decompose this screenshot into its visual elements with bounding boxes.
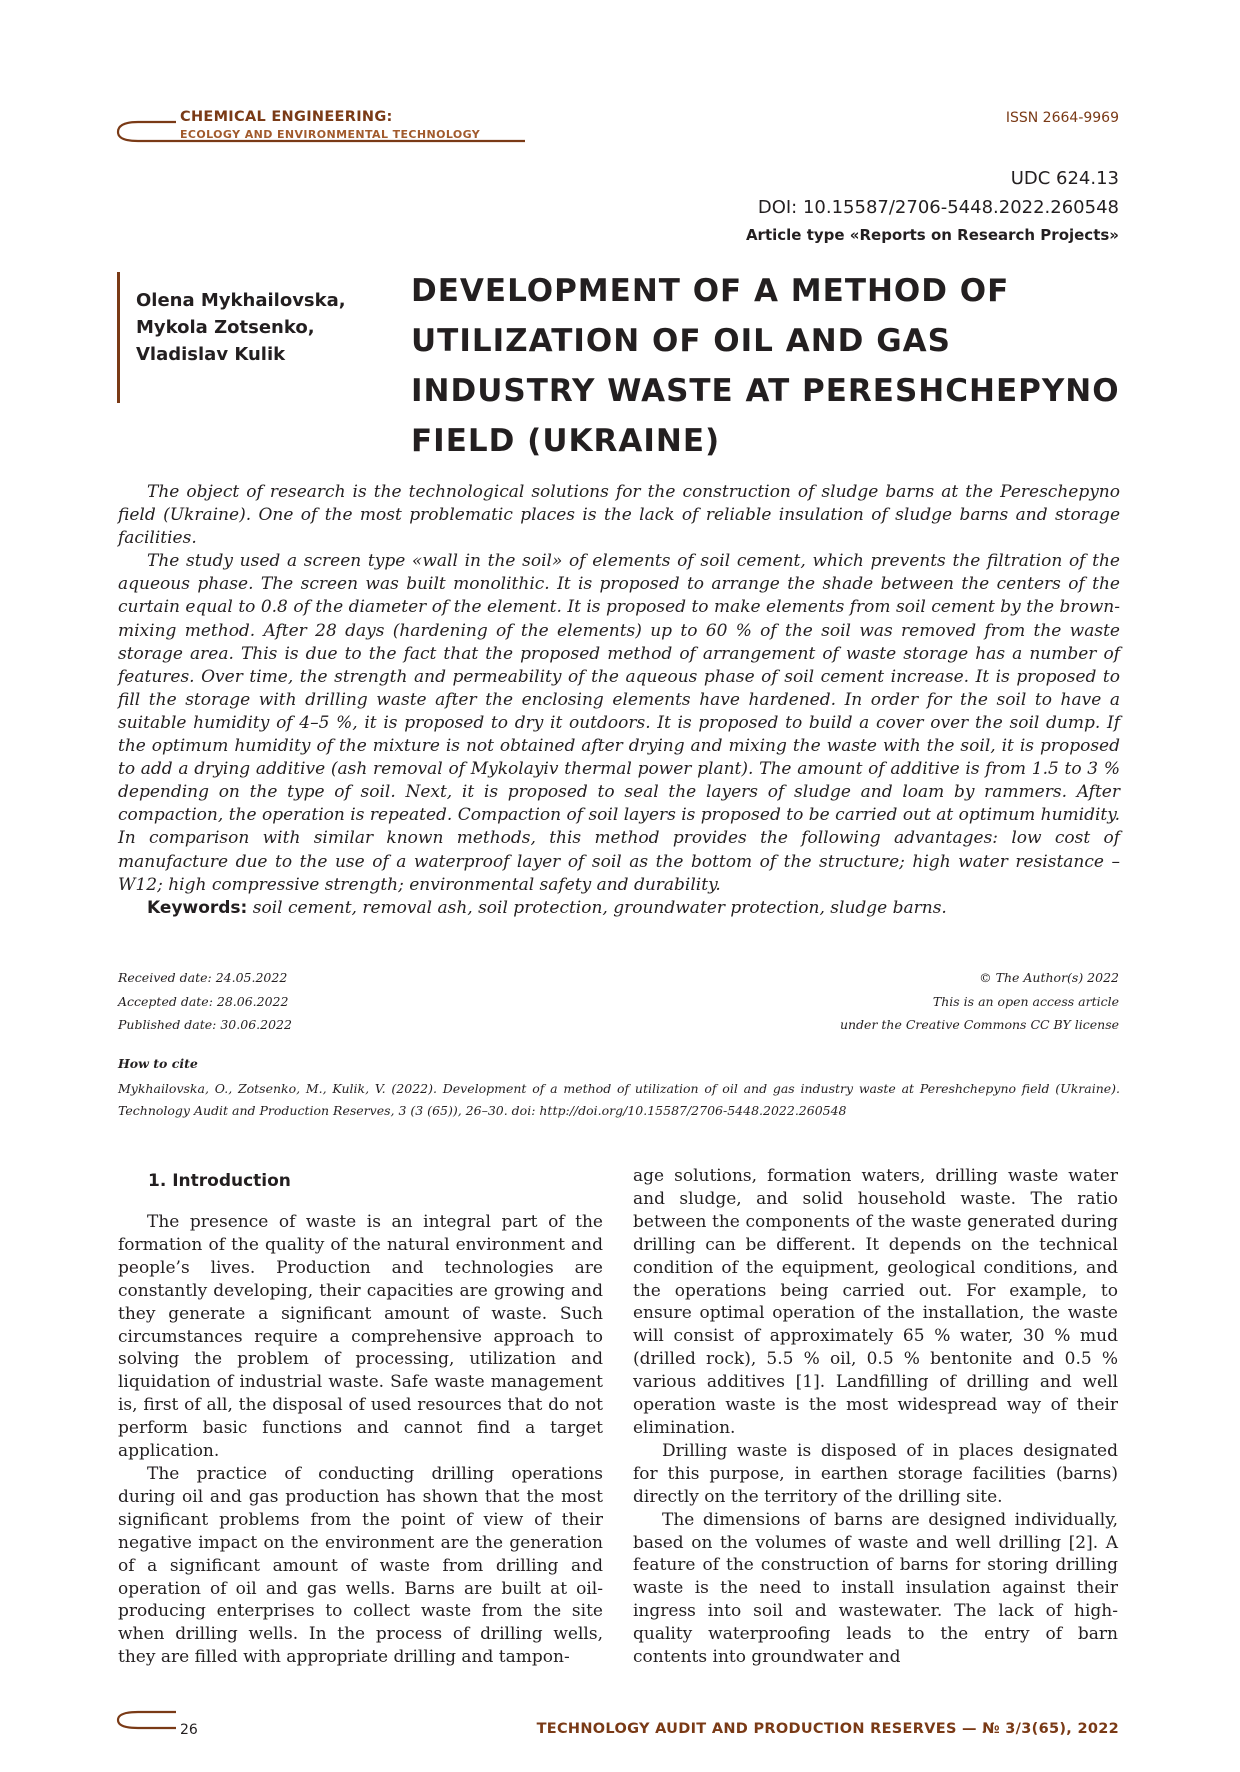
section-title: 1. Introduction — [148, 1171, 291, 1191]
journal-subtitle: ECOLOGY AND ENVIRONMENTAL TECHNOLOGY — [180, 128, 481, 141]
body-paragraph: The presence of waste is an integral part of the formation of the quality of the natural environment and people’s lives. Production and technologies are constantly developing, their capacities are growing and they generate a significant amount of waste. Such circumstances require a comprehensive approach to solving the problem of processing, utilization and liquidation of industrial waste. Safe waste management is, first of all, the disposal of used resources that do not perform basic functions and cannot find a target application. — [118, 1212, 603, 1462]
body-paragraph: The practice of conducting drilling operations during oil and gas production has shown that the most significant problems from the point of view of their negative impact on the environment are the generation of a significant amount of waste from drilling and operation of oil and gas wells. Barns are built at oil-producing enterprises to collect waste from the site when drilling wells. In the process of drilling wells, they are filled with appropriate drilling and tampon- — [118, 1463, 603, 1668]
left-column — [118, 1211, 603, 1669]
published-date: Published date: 30.06.2022 — [118, 1017, 292, 1032]
keywords-line — [118, 897, 1120, 920]
cc-license: under the Creative Commons CC BY license — [839, 1017, 1119, 1032]
title-line: DEVELOPMENT OF A METHOD OF — [411, 273, 1010, 309]
article-title — [411, 266, 1131, 466]
keywords-label: Keywords: — [147, 897, 248, 918]
udc: UDC 624.13 — [1010, 168, 1119, 189]
license-notice — [840, 966, 1119, 1037]
right-column — [633, 1165, 1118, 1669]
received-date: Received date: 24.05.2022 — [118, 970, 288, 985]
page-number: 26 — [180, 1722, 198, 1738]
author-name: Vladislav Kulik — [136, 344, 286, 365]
copyright: © The Author(s) 2022 — [979, 970, 1119, 985]
abstract — [118, 481, 1120, 920]
body-paragraph: Drilling waste is disposed of in places designated for this purpose, in earthen storage facilities (barns) directly on the territory of the drilling site. — [633, 1440, 1118, 1507]
how-to-cite-label: How to cite — [118, 1056, 198, 1071]
title-line: FIELD (UKRAINE) — [411, 423, 721, 459]
authors-block — [136, 287, 346, 368]
article-dates — [118, 966, 292, 1037]
issn: ISSN 2664-9969 — [1005, 110, 1119, 126]
article-type: Article type «Reports on Research Projects» — [745, 226, 1119, 244]
open-access: This is an open access article — [932, 993, 1119, 1009]
authors-accent-bar — [117, 272, 120, 403]
body-paragraph: age solutions, formation waters, drilling waste water and sludge, and solid household waste. The ratio between the components of the waste generated during drilling can be different. It depends on the technical condition of the equipment, geological conditions, and the operations being carried out. For example, to ensure optimal operation of the installation, the waste will consist of approximately 65 % water, 30 % mud (drilled rock), 5.5 % oil, 0.5 % bentonite and 0.5 % various additives [1]. Landfilling of drilling and well operation waste is the most widespread way of their elimination. — [633, 1166, 1118, 1438]
doi: DOI: 10.15587/2706-5448.2022.260548 — [757, 197, 1119, 218]
keywords: soil cement, removal ash, soil protection, groundwater protection, sludge barns. — [252, 897, 947, 918]
title-line: INDUSTRY WASTE AT PERESHCHEPYNO — [411, 373, 1120, 409]
title-line: UTILIZATION OF OIL AND GAS — [411, 323, 951, 359]
author-name: Mykola Zotsenko, — [136, 317, 315, 338]
body-paragraph: The dimensions of barns are designed individually, based on the volumes of waste and well drilling [2]. A feature of the construction of barns for storing drilling waste is the need to install insulation against their ingress into soil and wastewater. The lack of high-quality waterproofing leads to the entry of barn contents into groundwater and — [633, 1509, 1118, 1668]
how-to-cite-text: Mykhailovska, O., Zotsenko, M., Kulik, V. (2022). Development of a method of utilization of oil and gas industry waste at Pereshchepyno field (Ukraine). Technology Audit and Production Reserves, 3 (3 (65)), 26–30. doi: http://doi.org/10.15587/2706-5448.2022.260548 — [118, 1081, 1120, 1118]
abstract-paragraph: The study used a screen type «wall in the soil» of elements of soil cement, which prevents the filtration of the aqueous phase. The screen was built monolithic. It is proposed to arrange the shade between the centers of the curtain equal to 0.8 of the diameter of the element. It is proposed to make elements from soil cement by the brown-mixing method. After 28 days (hardening of the elements) up to 60 % of the soil was removed from the waste storage area. This is due to the fact that the proposed method of arrangement of waste storage has a number of features. Over time, the strength and permeability of the aqueous phase of soil cement increase. It is proposed to fill the storage with drilling waste after the enclosing elements have hardened. In order for the soil to have a suitable humidity of 4–5 %, it is proposed to dry it outdoors. It is proposed to build a cover over the soil dump. If the optimum humidity of the mixture is not obtained after drying and mixing the waste with the soil, it is proposed to add a drying additive (ash removal of Mykolayiv thermal power plant). The amount of additive is from 1.5 to 3 % depending on the type of soil. Next, it is proposed to seal the layers of sludge and loam by rammers. After compaction, the operation is repeated. Compaction of soil layers is proposed to be carried out at optimum humidity. In comparison with similar known methods, this method provides the following advantages: low cost of manufacture due to the use of a waterproof layer of soil as the bottom of the structure; high water resistance – W12; high compressive strength; environmental safety and durability. — [118, 551, 1120, 895]
accepted-date: Accepted date: 28.06.2022 — [118, 993, 289, 1009]
author-name: Olena Mykhailovska, — [136, 290, 346, 311]
journal-title: CHEMICAL ENGINEERING: — [180, 109, 393, 125]
abstract-paragraph: The object of research is the technological solutions for the construction of sludge barns at the Pereschepyno field (Ukraine). One of the most problematic places is the lack of reliable insulation of sludge barns and storage facilities. — [118, 482, 1120, 549]
footer-journal: TECHNOLOGY AUDIT AND PRODUCTION RESERVES — № 3/3(65), 2022 — [536, 1721, 1119, 1737]
